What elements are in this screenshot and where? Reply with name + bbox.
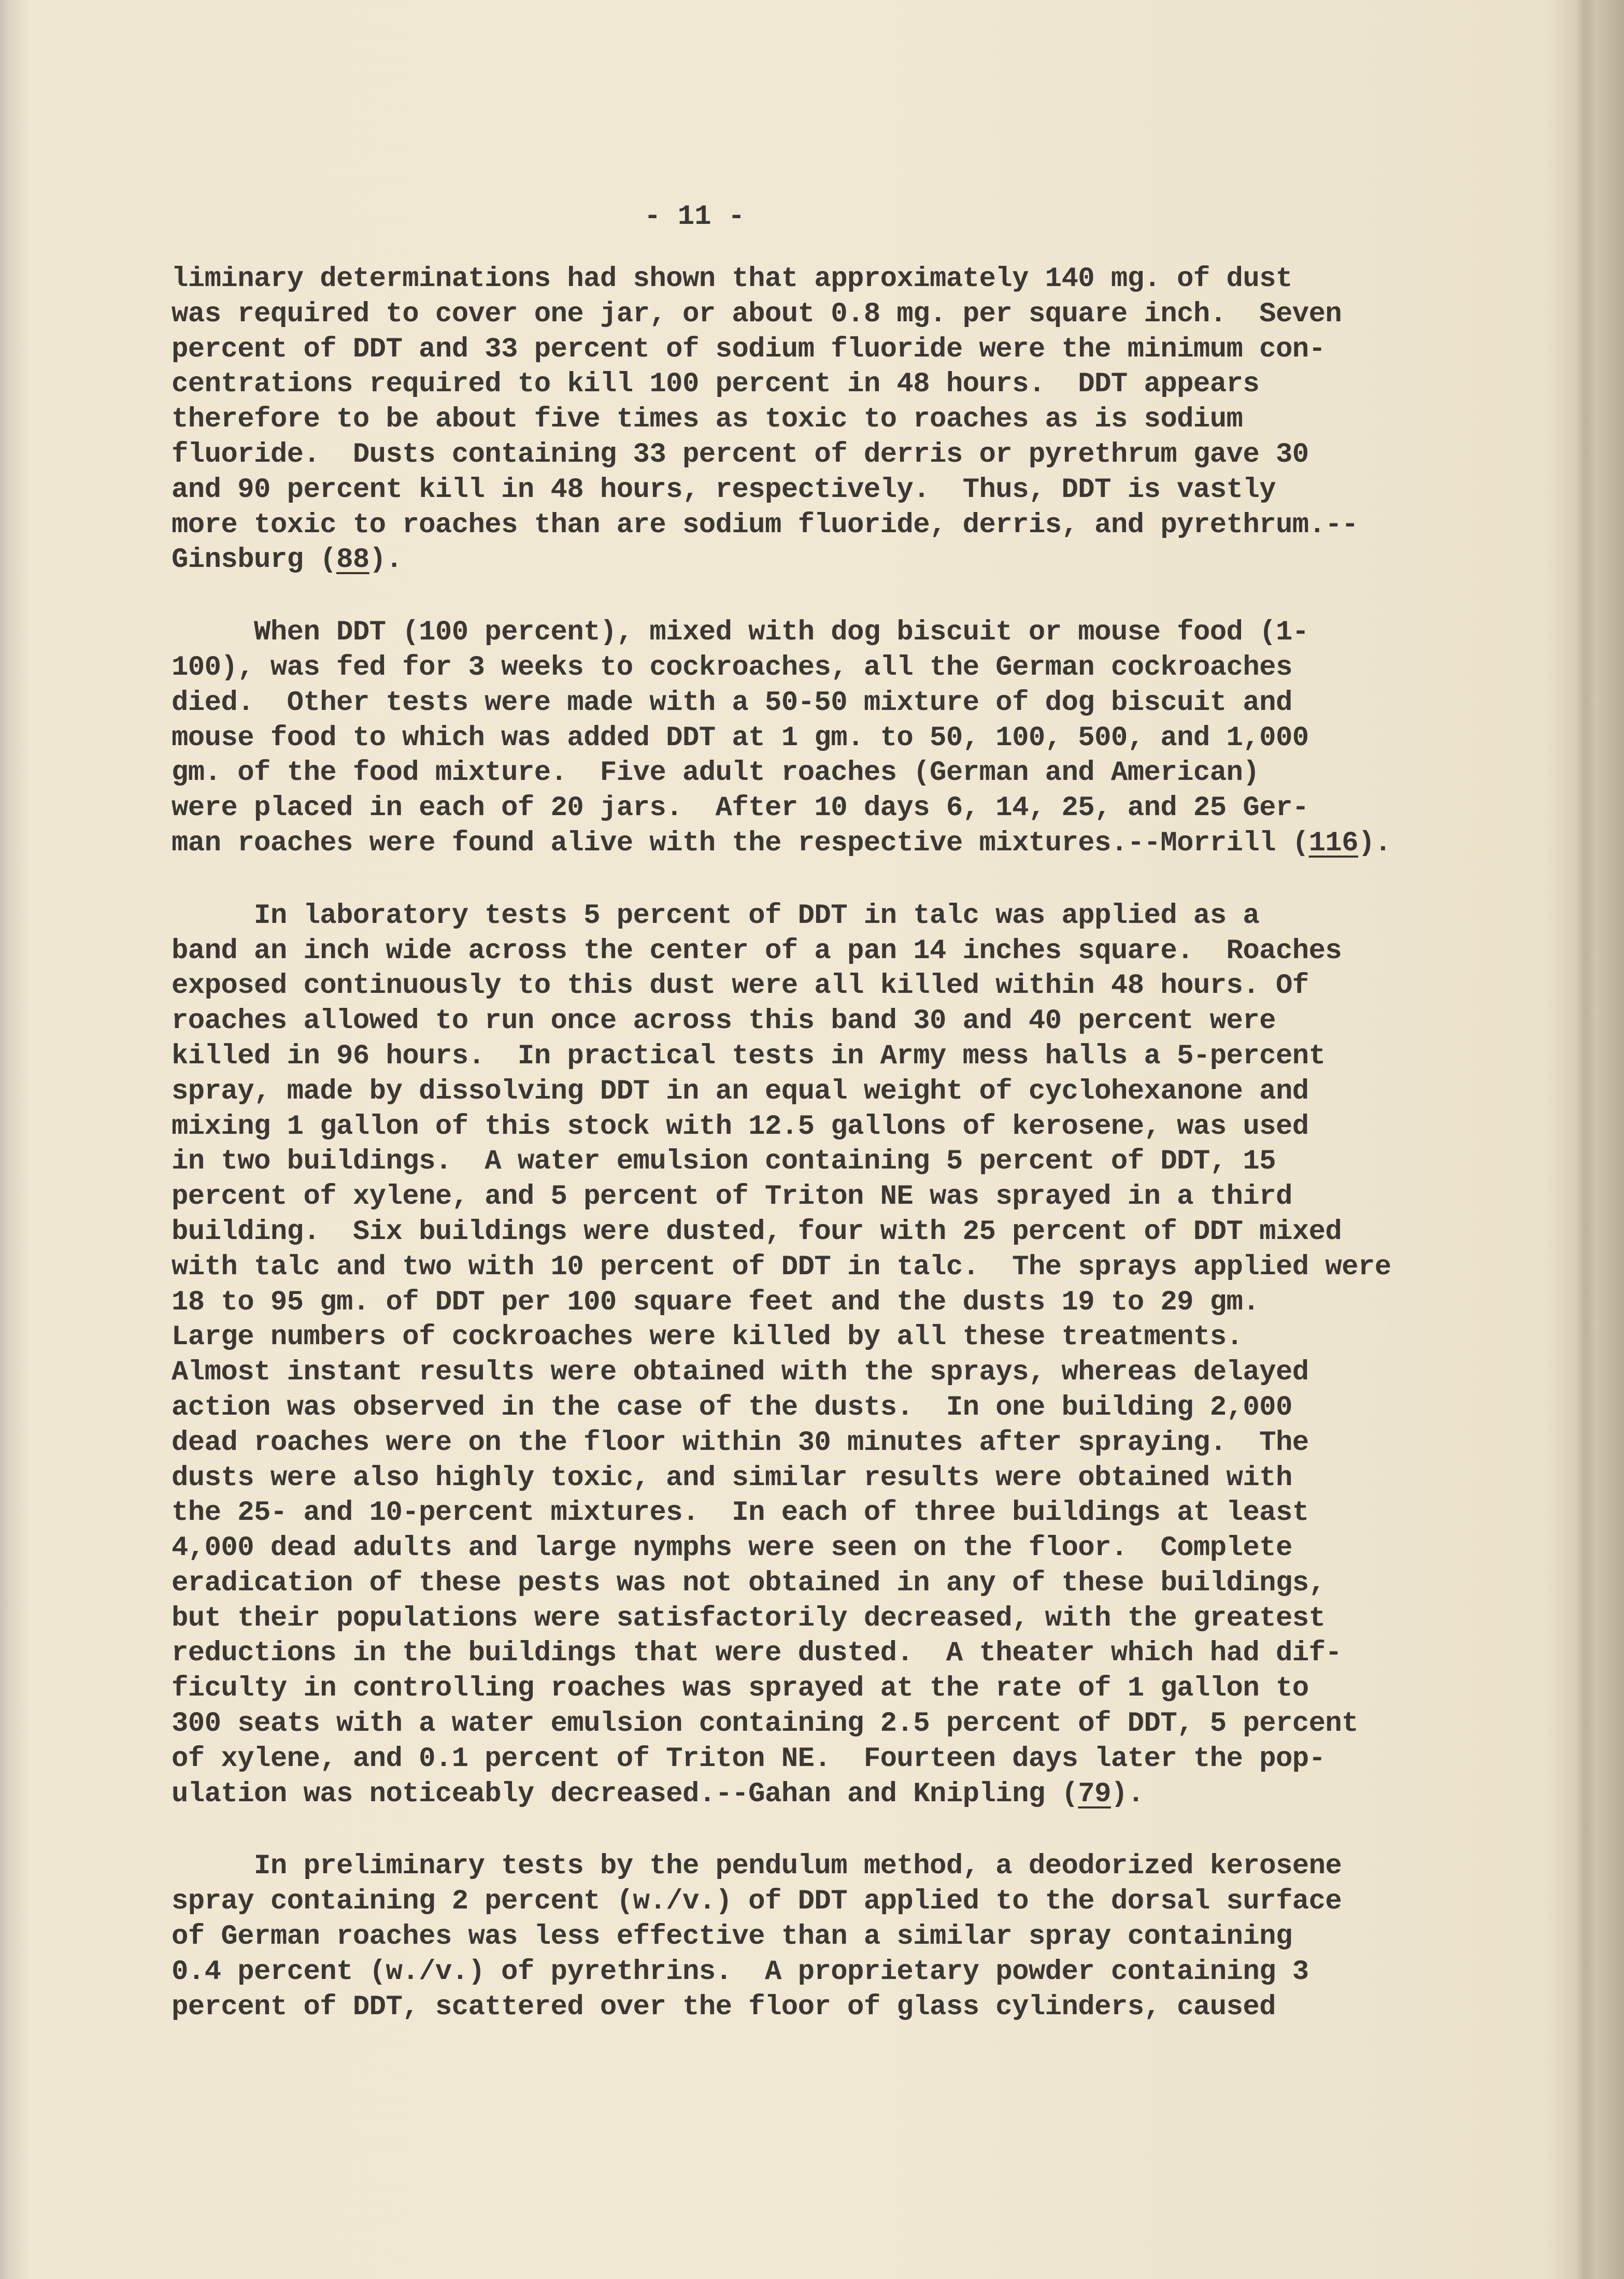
text-line: 4,000 dead adults and large nymphs were seen on the floor. Complete <box>172 1532 1292 1564</box>
reference-number: 88 <box>336 544 369 576</box>
reference-number: 116 <box>1308 827 1358 859</box>
text-line: In laboratory tests 5 percent of DDT in talc was applied as a <box>172 900 1260 932</box>
text-line: of German roaches was less effective than a similar spray containing <box>172 1921 1292 1953</box>
text-line: percent of DDT and 33 percent of sodium fluoride were the minimum con- <box>172 333 1326 365</box>
text-line: band an inch wide across the center of a pan 14 inches square. Roaches <box>172 935 1342 967</box>
paragraph <box>172 615 1519 861</box>
citation-line <box>172 1777 1519 1812</box>
page-number: - 11 - <box>644 201 745 233</box>
text-line: 100), was fed for 3 weeks to cockroaches, all the German cockroaches <box>172 651 1292 683</box>
citation-end: ). <box>1110 1778 1144 1810</box>
text-line: eradication of these pests was not obtained in any of these buildings, <box>172 1567 1326 1599</box>
text-line: killed in 96 hours. In practical tests in Army mess halls a 5-percent <box>172 1040 1326 1072</box>
text-line: 0.4 percent (w./v.) of pyrethrins. A proprietary powder containing 3 <box>172 1956 1309 1988</box>
text-line: the 25- and 10-percent mixtures. In each of three buildings at least <box>172 1497 1309 1529</box>
citation-end: ). <box>1358 827 1391 859</box>
text-line: percent of xylene, and 5 percent of Triton NE was sprayed in a third <box>172 1181 1292 1213</box>
text-line: were placed in each of 20 jars. After 10 days 6, 14, 25, and 25 Ger- <box>172 792 1309 824</box>
text-line: more toxic to roaches than are sodium fluoride, derris, and pyrethrum.-- <box>172 509 1358 541</box>
document-body <box>172 262 1519 2062</box>
citation-line <box>172 826 1519 861</box>
text-line: and 90 percent kill in 48 hours, respectively. Thus, DDT is vastly <box>172 474 1276 506</box>
text-line: died. Other tests were made with a 50-50 mixture of dog biscuit and <box>172 687 1292 719</box>
text-line: dead roaches were on the floor within 30 minutes after spraying. The <box>172 1427 1309 1459</box>
citation-text: ulation was noticeably decreased.--Gahan and Knipling ( <box>172 1778 1078 1810</box>
text-line: in two buildings. A water emulsion containing 5 percent of DDT, 15 <box>172 1146 1276 1178</box>
paragraph <box>172 262 1519 578</box>
text-line: therefore to be about five times as toxic to roaches as is sodium <box>172 404 1243 436</box>
text-line: building. Six buildings were dusted, four with 25 percent of DDT mixed <box>172 1216 1342 1248</box>
text-line: dusts were also highly toxic, and similar results were obtained with <box>172 1462 1292 1494</box>
text-line: 300 seats with a water emulsion containing 2.5 percent of DDT, 5 percent <box>172 1708 1358 1740</box>
text-line: mouse food to which was added DDT at 1 gm. to 50, 100, 500, and 1,000 <box>172 722 1309 754</box>
text-line: fluoride. Dusts containing 33 percent of derris or pyrethrum gave 30 <box>172 438 1309 471</box>
text-line: action was observed in the case of the dusts. In one building 2,000 <box>172 1391 1292 1423</box>
citation-text: man roaches were found alive with the respective mixtures.--Morrill ( <box>172 827 1309 859</box>
paragraph <box>172 899 1519 1812</box>
text-line: exposed continuously to this dust were all killed within 48 hours. Of <box>172 970 1309 1002</box>
text-line: gm. of the food mixture. Five adult roaches (German and American) <box>172 757 1260 789</box>
text-line: roaches allowed to run once across this band 30 and 40 percent were <box>172 1005 1276 1037</box>
text-line: centrations required to kill 100 percent in 48 hours. DDT appears <box>172 368 1260 401</box>
text-line: reductions in the buildings that were dusted. A theater which had dif- <box>172 1637 1342 1670</box>
text-line: with talc and two with 10 percent of DDT in talc. The sprays applied were <box>172 1251 1391 1283</box>
text-line: spray, made by dissolving DDT in an equal weight of cyclohexanone and <box>172 1075 1309 1107</box>
text-line: In preliminary tests by the pendulum method, a deodorized kerosene <box>172 1850 1342 1883</box>
text-line: of xylene, and 0.1 percent of Triton NE. Fourteen days later the pop- <box>172 1743 1326 1775</box>
citation-line <box>172 543 1519 578</box>
reference-number: 79 <box>1078 1778 1111 1810</box>
text-line: liminary determinations had shown that approximately 140 mg. of dust <box>172 263 1292 295</box>
text-line: 18 to 95 gm. of DDT per 100 square feet and the dusts 19 to 29 gm. <box>172 1286 1260 1318</box>
citation-text: Ginsburg ( <box>172 544 337 576</box>
text-line: mixing 1 gallon of this stock with 12.5 gallons of kerosene, was used <box>172 1110 1309 1143</box>
text-line: percent of DDT, scattered over the floor of glass cylinders, caused <box>172 1991 1276 2023</box>
paragraph <box>172 1849 1519 2025</box>
text-line: ficulty in controlling roaches was sprayed at the rate of 1 gallon to <box>172 1673 1309 1705</box>
text-line: spray containing 2 percent (w./v.) of DDT applied to the dorsal surface <box>172 1886 1342 1918</box>
citation-end: ). <box>369 544 403 576</box>
text-line: was required to cover one jar, or about 0.8 mg. per square inch. Seven <box>172 298 1342 330</box>
text-line: Almost instant results were obtained with the sprays, whereas delayed <box>172 1357 1309 1389</box>
text-line: but their populations were satisfactorily decreased, with the greatest <box>172 1602 1326 1634</box>
text-line: Large numbers of cockroaches were killed by all these treatments. <box>172 1321 1243 1354</box>
text-line: When DDT (100 percent), mixed with dog biscuit or mouse food (1- <box>172 617 1309 649</box>
